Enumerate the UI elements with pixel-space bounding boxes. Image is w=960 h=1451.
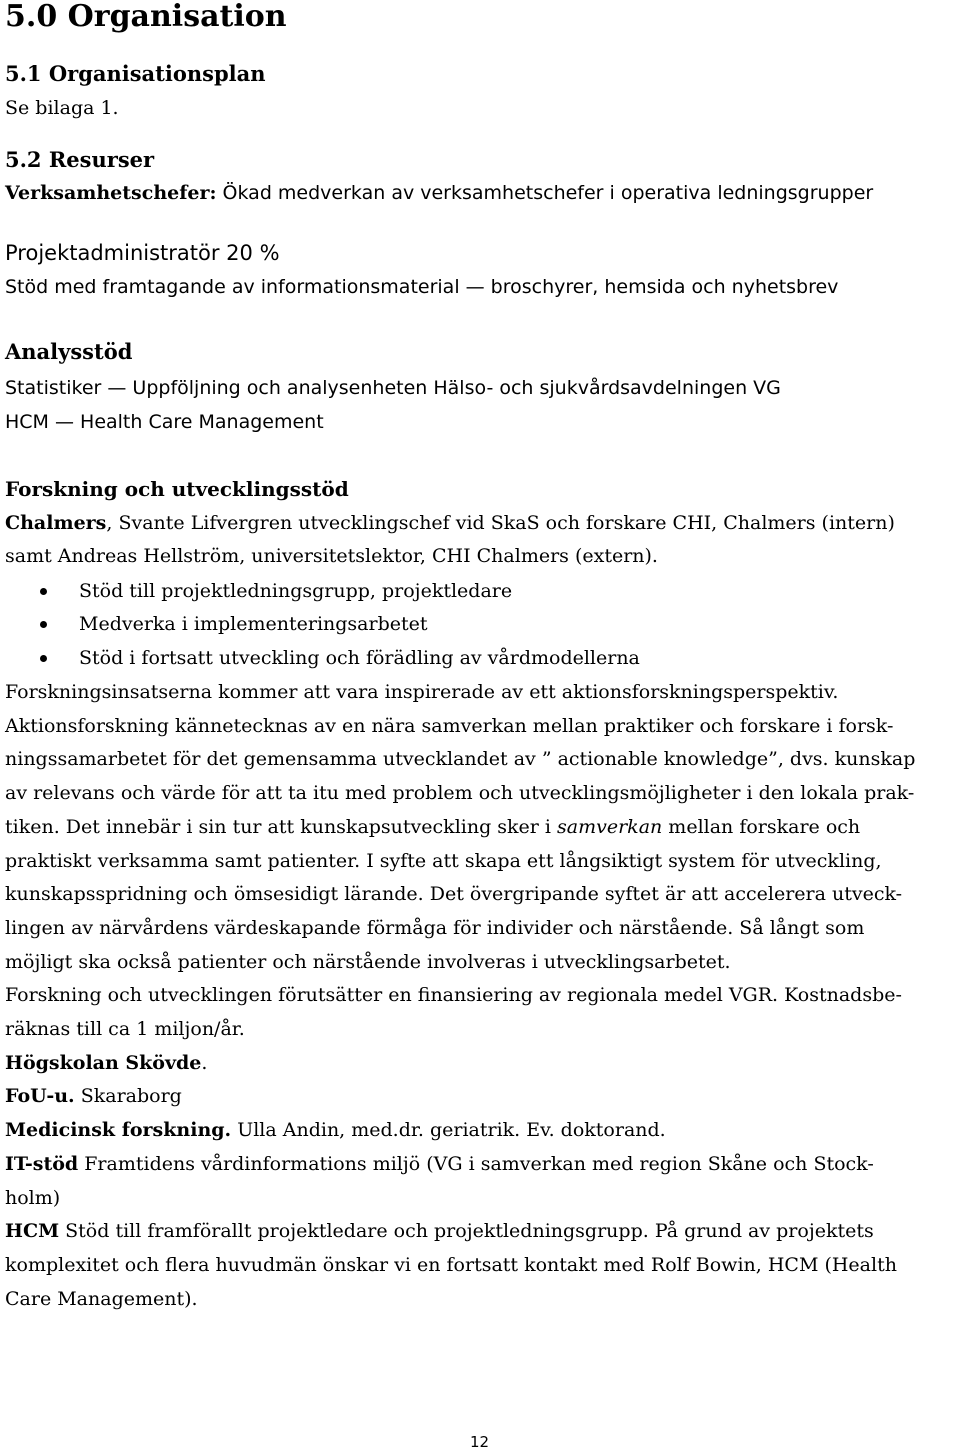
body-emphasis: samverkan — [557, 815, 663, 838]
bullet-item: Stöd till projektledningsgrupp, projektledare — [79, 580, 513, 602]
page-number: 12 — [470, 1433, 490, 1451]
chalmers-label: Chalmers — [5, 512, 107, 534]
research-body — [5, 676, 955, 1316]
project-admin-heading: Projektadministratör 20 % — [5, 241, 280, 265]
analysis-line-2: HCM — Health Care Management — [5, 411, 324, 433]
body-text: Skaraborg — [74, 1085, 182, 1108]
body-line: lingen av närvårdens värdeskapande förmåga för individer och närstående. Så långt som — [5, 916, 865, 939]
body-text: mellan forskare och — [662, 815, 861, 838]
chalmers-line-1 — [5, 510, 895, 536]
section-title: 5.0 Organisation — [5, 0, 287, 34]
body-line — [5, 1047, 955, 1081]
body-line: holm) — [5, 1186, 61, 1209]
body-text: Stöd till framförallt projektledare och projektledningsgrupp. På grund av projektets — [59, 1220, 874, 1243]
body-bold: FoU-u. — [5, 1085, 75, 1108]
bullet-dot — [40, 588, 47, 595]
body-line: av relevans och värde för att ta itu med problem och utvecklingsmöjligheter i den lokala prak- — [5, 782, 915, 805]
bullet-item: Medverka i implementeringsarbetet — [79, 613, 428, 635]
chalmers-text: , Svante Lifvergren utvecklingschef vid SkaS och forskare CHI, Chalmers (intern) — [106, 512, 895, 534]
body-line: komplexitet och flera huvudmän önskar vi en fortsatt kontakt med Rolf Bowin, HCM (Health — [5, 1253, 897, 1276]
body-line — [5, 1114, 955, 1148]
body-line: räknas till ca 1 miljon/år. — [5, 1018, 245, 1041]
bullet-dot — [40, 655, 47, 662]
body-line — [5, 1080, 955, 1114]
resources-lead-text: Ökad medverkan av verksamhetschefer i operativa ledningsgrupper — [216, 182, 874, 204]
body-line: Forskning och utvecklingen förutsätter en finansiering av regionala medel VGR. Kostnadsbe- — [5, 984, 902, 1007]
body-line: Aktionsforskning kännetecknas av en nära samverkan mellan praktiker och forskare i forsk- — [5, 714, 894, 737]
body-line — [5, 811, 955, 845]
bullet-item: Stöd i fortsatt utveckling och förädling av vårdmodellerna — [79, 647, 640, 669]
bullet-dot — [40, 621, 47, 628]
body-bold: IT-stöd — [5, 1152, 79, 1175]
project-admin-text: Stöd med framtagande av informationsmaterial — broschyrer, hemsida och nyhetsbrev — [5, 276, 839, 298]
body-line: kunskapsspridning och ömsesidigt lärande. Det övergripande syftet är att accelerera utveck- — [5, 883, 903, 906]
chalmers-line-2: samt Andreas Hellström, universitetslektor, CHI Chalmers (extern). — [5, 545, 658, 567]
body-line: möjligt ska också patienter och närstående involveras i utvecklingsarbetet. — [5, 950, 731, 973]
body-text: tiken. Det innebär i sin tur att kunskapsutveckling sker i — [5, 815, 558, 838]
body-line: ningssamarbetet för det gemensamma utvecklandet av ” actionable knowledge”, dvs. kunskap — [5, 748, 916, 771]
body-line — [5, 1215, 955, 1249]
body-line: praktiskt verksamma samt patienter. I syfte att skapa ett långsiktigt system för utveckling, — [5, 849, 882, 872]
body-line — [5, 1148, 955, 1182]
body-bold: Högskolan Skövde — [5, 1051, 202, 1074]
body-line: Forskningsinsatserna kommer att vara inspirerade av ett aktionsforskningsperspektiv. — [5, 681, 839, 703]
analysis-line-1: Statistiker — Uppföljning och analysenheten Hälso- och sjukvårdsavdelningen VG — [5, 377, 781, 399]
resources-lead-label: Verksamhetschefer: — [5, 182, 217, 204]
resources-heading: 5.2 Resurser — [5, 147, 155, 172]
body-bold: Medicinsk forskning. — [5, 1119, 232, 1142]
org-plan-heading: 5.1 Organisationsplan — [5, 61, 266, 86]
body-text: . — [201, 1051, 208, 1074]
body-text: Framtidens vårdinformations miljö (VG i samverkan med region Skåne och Stock- — [78, 1152, 874, 1175]
body-text: Ulla Andin, med.dr. geriatrik. Ev. doktorand. — [231, 1119, 666, 1142]
body-line: Care Management). — [5, 1287, 198, 1310]
research-heading: Forskning och utvecklingsstöd — [5, 477, 349, 501]
resources-lead — [5, 180, 873, 207]
org-plan-text: Se bilaga 1. — [5, 97, 119, 119]
analysis-heading: Analysstöd — [5, 339, 133, 364]
body-bold: HCM — [5, 1220, 60, 1243]
